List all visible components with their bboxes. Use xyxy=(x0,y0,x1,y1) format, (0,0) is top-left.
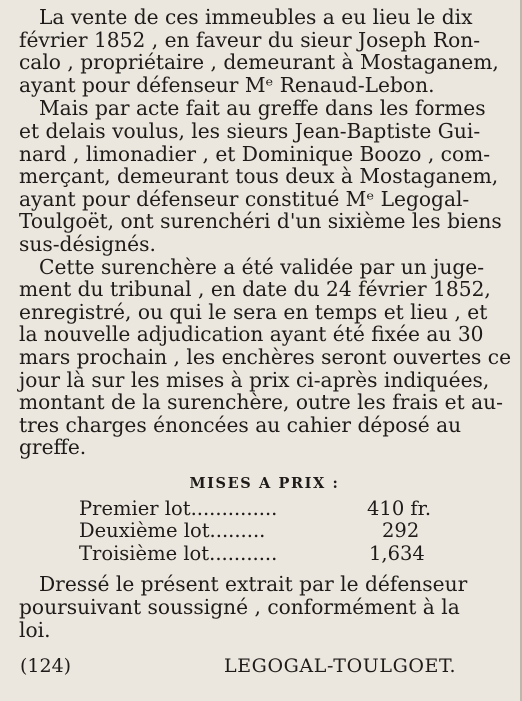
lot-label: Premier lot.............. xyxy=(79,496,278,520)
paragraph-sale-result xyxy=(19,6,510,96)
text-line: Mais par acte fait au greffe dans les formes xyxy=(39,96,486,121)
signatory-name: LEGOGAL-TOULGOET. xyxy=(224,655,457,678)
text-line: merçant, demeurant tous deux à Mostaganem, xyxy=(19,164,499,189)
signature-line xyxy=(19,654,510,678)
reference-number: (124) xyxy=(20,655,72,678)
text-line: greffe. xyxy=(19,435,87,460)
text-line: La vente de ces immeubles a eu lieu le dix xyxy=(39,5,473,29)
lot-label: Deuxième lot......... xyxy=(79,519,266,543)
lot-row xyxy=(79,498,510,521)
text-line: et delais voulus, les sieurs Jean-Baptiste Gui- xyxy=(19,118,481,143)
lot-row xyxy=(79,543,510,566)
text-line: loi. xyxy=(19,617,51,642)
text-line: tres charges énoncées au cahier déposé au xyxy=(19,412,462,437)
text-line: calo , propriétaire , demeurant à Mostaganem, xyxy=(19,50,499,75)
text-line: Cette surenchère a été validée par un juge- xyxy=(39,254,485,279)
text-line: jour là sur les mises à prix ci-après indiquées, xyxy=(19,367,490,392)
text-line: Toulgoët, ont surenchéri d'un sixième les biens xyxy=(19,209,502,234)
lot-price-table xyxy=(79,498,510,566)
text-line: ment du tribunal , en date du 24 février 1852, xyxy=(19,277,491,302)
text-line: montant de la surenchère, outre les frais et au- xyxy=(19,390,504,415)
text-line: Dressé le présent extrait par le défenseur xyxy=(39,572,468,597)
text-line: la nouvelle adjudication ayant été fixée au 30 xyxy=(19,322,484,347)
lot-value: 410 fr. xyxy=(367,496,432,520)
text-line: ayant pour défenseur Mᵉ Renaud-Lebon. xyxy=(19,72,435,97)
paragraph-closing xyxy=(19,573,510,641)
text-line: nard , limonadier , et Dominique Boozo , com- xyxy=(19,141,491,166)
lot-row xyxy=(79,520,510,543)
text-line: sus-désignés. xyxy=(19,231,156,256)
lot-value: 1,634 xyxy=(369,541,425,565)
text-line: poursuivant soussigné , conformément à la xyxy=(19,594,460,619)
text-line: ayant pour défenseur constitué Mᵉ Legogal- xyxy=(19,186,470,211)
paragraph-surenchere xyxy=(19,97,510,255)
lot-label: Troisième lot........... xyxy=(79,541,278,565)
text-line: février 1852 , en faveur du sieur Joseph Ron- xyxy=(19,27,481,52)
mises-a-prix-heading: MISES A PRIX : xyxy=(189,474,340,492)
lot-value: 292 xyxy=(382,519,420,543)
text-line: enregistré, ou qui le sera en temps et lieu , et xyxy=(19,299,488,324)
paragraph-validation xyxy=(19,256,510,459)
text-line: mars prochain , les enchères seront ouvertes ce xyxy=(19,344,512,369)
